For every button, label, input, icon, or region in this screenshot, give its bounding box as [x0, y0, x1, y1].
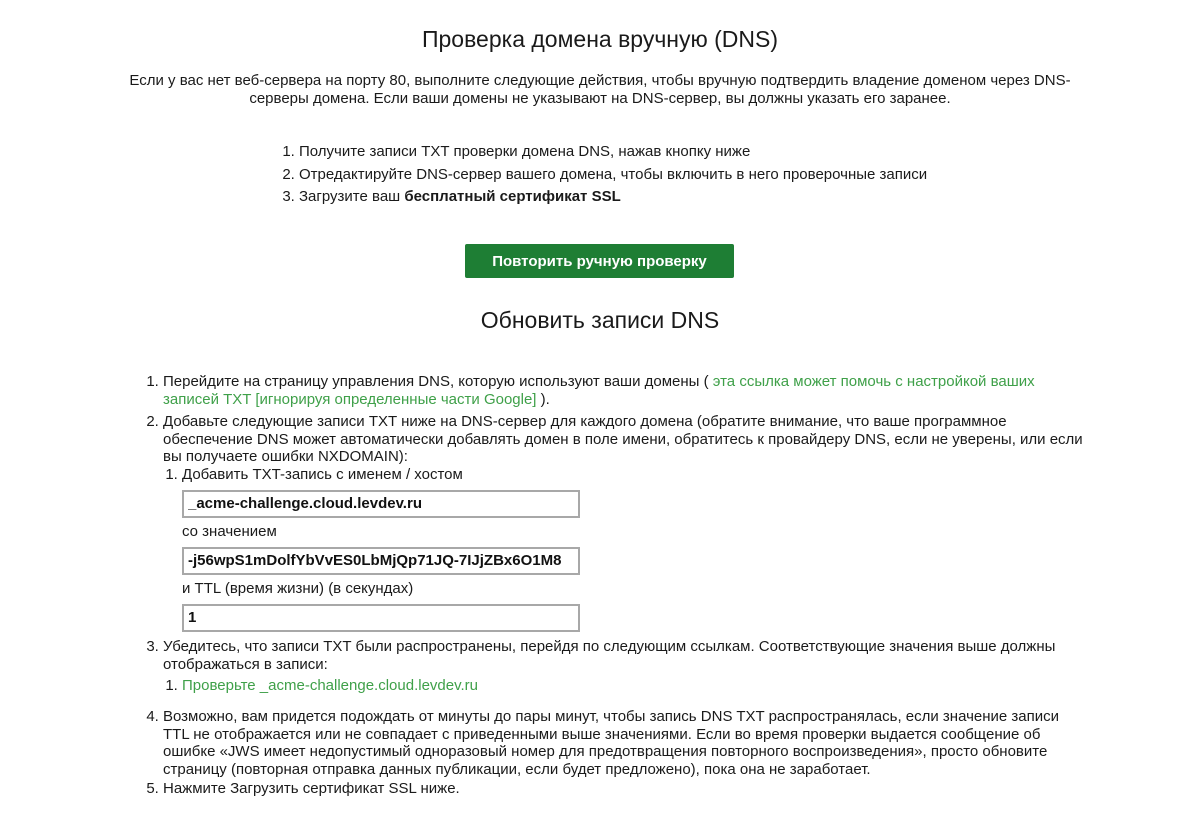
step-3-prefix: Загрузите ваш [299, 188, 405, 205]
update-item-1 [163, 373, 1083, 413]
check-link-item [182, 677, 1083, 695]
step-3 [299, 188, 999, 206]
update-item-2 [163, 413, 1083, 638]
page-title: Проверка домена вручную (DNS) [421, 26, 779, 52]
update-item-5: 5. Нажмите Загрузить сертификат SSL ниже. [163, 780, 1083, 798]
ttl-input[interactable] [182, 604, 580, 632]
step-3-bold: бесплатный сертификат SSL [404, 188, 621, 205]
intro-text: Если у вас нет веб-сервера на порту 80, выполните следующие действия, чтобы вручную подтвердить владение доменом через DNS-серверы домена. Если ваши домены не указывают на DNS-сервер, вы должны указать его заранее. [129, 72, 1071, 107]
host-label: 1. Добавить TXT-запись с именем / хостом [182, 465, 463, 483]
txt-records-help-link[interactable]: эта ссылка может помочь с настройкой ваших записей TXT [игнорируя определенные части Google] [163, 373, 1035, 408]
value-label: со значением [182, 522, 277, 540]
update-item-1-text: Перейдите на страницу управления DNS, которую используют ваши домены ( [163, 373, 713, 390]
update-dns-title: Обновить записи DNS [480, 307, 720, 333]
update-item-3 [163, 638, 1083, 708]
value-input[interactable] [182, 547, 580, 575]
steps-list [280, 143, 999, 211]
check-acme-link[interactable]: Проверьте _acme-challenge.cloud.levdev.ru [182, 677, 478, 694]
update-item-4: 4. Возможно, вам придется подождать от минуты до пары минут, чтобы запись DNS TXT распространялась, если значение записи TTL не отображается или не совпадает с приведенными выше значениями. Если во время проверки выдается сообщение об ошибке «JWS имеет недопустимый одноразовый номер для предотвращения повторного воспроизведения», просто обновите страницу (повторная отправка данных публикации, если будет предложено), пока она не заработает. [163, 708, 1083, 780]
step-2: 2. Отредактируйте DNS-сервер вашего домена, чтобы включить в него проверочные записи [299, 166, 999, 184]
record-item [182, 466, 1083, 632]
update-item-3-text: Убедитесь, что записи TXT были распространены, перейдя по следующим ссылкам. Соответствующие значения выше должны отображаться в записи: [163, 638, 1056, 673]
update-dns-list [144, 373, 1083, 798]
step-1: 1. Получите записи TXT проверки домена DNS, нажав кнопку ниже [299, 143, 999, 161]
host-input[interactable] [182, 490, 580, 518]
check-links-sublist [163, 677, 1083, 695]
ttl-label: и TTL (время жизни) (в секундах) [182, 579, 414, 597]
update-item-1-suffix: ). [536, 390, 550, 408]
update-item-2-text: Добавьте следующие записи TXT ниже на DNS-сервер для каждого домена (обратите внимание, что ваше программное обеспечение DNS может автоматически добавлять домен в поле имени, обратитесь к провайдеру DNS, если не уверены, или если вы получаете ошибки NXDOMAIN): [163, 413, 1083, 465]
record-sublist [163, 466, 1083, 632]
retry-manual-verification-button[interactable]: Повторить ручную проверку [465, 244, 734, 278]
